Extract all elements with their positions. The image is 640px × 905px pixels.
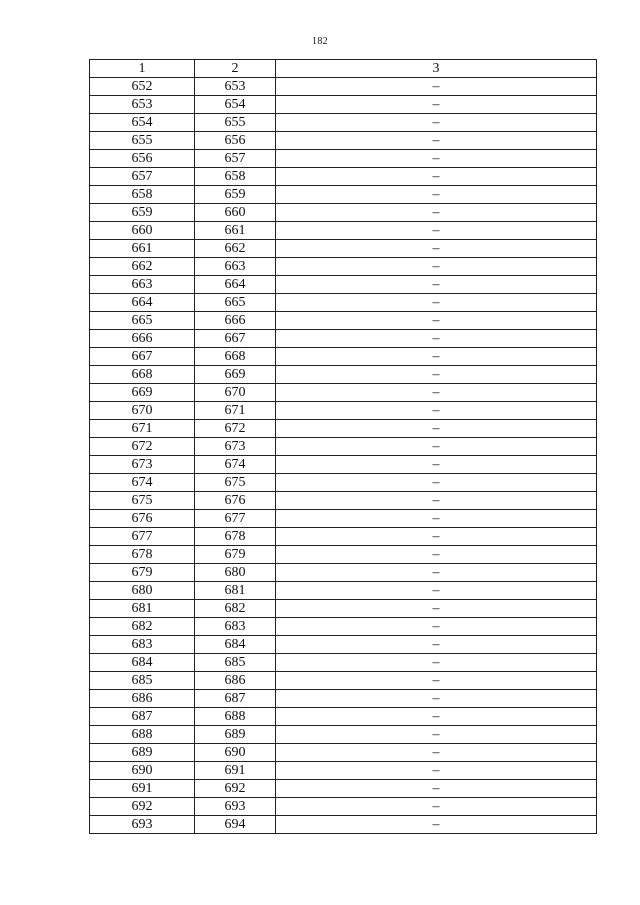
table-cell-col-1: 662 bbox=[90, 258, 195, 276]
table-cell-col-2: 656 bbox=[195, 132, 276, 150]
table-cell-col-2: 663 bbox=[195, 258, 276, 276]
table-cell-col-1: 652 bbox=[90, 78, 195, 96]
table-row bbox=[90, 294, 597, 312]
table-cell-col-1: 683 bbox=[90, 636, 195, 654]
table-cell-col-3: – bbox=[276, 708, 597, 726]
table-row bbox=[90, 798, 597, 816]
table-cell-col-3: – bbox=[276, 384, 597, 402]
table-cell-col-1: 676 bbox=[90, 510, 195, 528]
table-cell-col-3: – bbox=[276, 456, 597, 474]
table-cell-col-3: – bbox=[276, 438, 597, 456]
table-cell-col-2: 683 bbox=[195, 618, 276, 636]
table-cell-col-2: 688 bbox=[195, 708, 276, 726]
table-row bbox=[90, 600, 597, 618]
table-cell-col-2: 671 bbox=[195, 402, 276, 420]
table-cell-col-1: 692 bbox=[90, 798, 195, 816]
table-cell-col-3: – bbox=[276, 330, 597, 348]
table-cell-col-3: – bbox=[276, 600, 597, 618]
table-row bbox=[90, 618, 597, 636]
table-cell-col-1: 678 bbox=[90, 546, 195, 564]
table-row bbox=[90, 564, 597, 582]
table-row bbox=[90, 726, 597, 744]
table-cell-col-1: 654 bbox=[90, 114, 195, 132]
table-cell-col-1: 667 bbox=[90, 348, 195, 366]
table-cell-col-3: – bbox=[276, 636, 597, 654]
table-cell-col-2: 673 bbox=[195, 438, 276, 456]
table-cell-col-2: 668 bbox=[195, 348, 276, 366]
table-cell-col-1: 660 bbox=[90, 222, 195, 240]
table-cell-col-2: 665 bbox=[195, 294, 276, 312]
table-cell-col-1: 690 bbox=[90, 762, 195, 780]
table-row bbox=[90, 474, 597, 492]
table-row bbox=[90, 276, 597, 294]
table-cell-col-3: – bbox=[276, 150, 597, 168]
table-row bbox=[90, 510, 597, 528]
table-row bbox=[90, 150, 597, 168]
table-cell-col-2: 676 bbox=[195, 492, 276, 510]
table-cell-col-2: 692 bbox=[195, 780, 276, 798]
table-cell-col-2: 689 bbox=[195, 726, 276, 744]
table-cell-col-2: 680 bbox=[195, 564, 276, 582]
table-cell-col-3: – bbox=[276, 132, 597, 150]
table-cell-col-3: – bbox=[276, 798, 597, 816]
table-row bbox=[90, 240, 597, 258]
table-cell-col-2: 682 bbox=[195, 600, 276, 618]
table-cell-col-2: 694 bbox=[195, 816, 276, 834]
table-cell-col-3: – bbox=[276, 420, 597, 438]
table-cell-col-3: – bbox=[276, 294, 597, 312]
table-row bbox=[90, 222, 597, 240]
table-cell-col-1: 686 bbox=[90, 690, 195, 708]
table-cell-col-1: 666 bbox=[90, 330, 195, 348]
table-cell-col-2: 669 bbox=[195, 366, 276, 384]
table-cell-col-2: 690 bbox=[195, 744, 276, 762]
table-row bbox=[90, 168, 597, 186]
table-cell-col-1: 659 bbox=[90, 204, 195, 222]
table-cell-col-3: – bbox=[276, 780, 597, 798]
data-table bbox=[89, 59, 597, 834]
table-cell-col-3: – bbox=[276, 510, 597, 528]
table-cell-col-1: 689 bbox=[90, 744, 195, 762]
column-header-2: 2 bbox=[195, 60, 276, 78]
table-row bbox=[90, 780, 597, 798]
table-cell-col-2: 685 bbox=[195, 654, 276, 672]
page-number: 182 bbox=[312, 36, 328, 47]
table-row bbox=[90, 384, 597, 402]
table-cell-col-3: – bbox=[276, 78, 597, 96]
table-cell-col-2: 660 bbox=[195, 204, 276, 222]
table-cell-col-2: 657 bbox=[195, 150, 276, 168]
table-row bbox=[90, 456, 597, 474]
table-row bbox=[90, 528, 597, 546]
table-cell-col-3: – bbox=[276, 546, 597, 564]
table-cell-col-3: – bbox=[276, 582, 597, 600]
table-cell-col-1: 685 bbox=[90, 672, 195, 690]
table-cell-col-1: 670 bbox=[90, 402, 195, 420]
table-cell-col-1: 657 bbox=[90, 168, 195, 186]
table-cell-col-3: – bbox=[276, 564, 597, 582]
table-row bbox=[90, 186, 597, 204]
table-cell-col-3: – bbox=[276, 474, 597, 492]
table-row bbox=[90, 762, 597, 780]
table-cell-col-1: 682 bbox=[90, 618, 195, 636]
table-cell-col-3: – bbox=[276, 258, 597, 276]
table-cell-col-2: 675 bbox=[195, 474, 276, 492]
table-cell-col-3: – bbox=[276, 762, 597, 780]
table-cell-col-1: 691 bbox=[90, 780, 195, 798]
table-cell-col-1: 672 bbox=[90, 438, 195, 456]
table-row bbox=[90, 420, 597, 438]
table-cell-col-2: 653 bbox=[195, 78, 276, 96]
table-cell-col-2: 687 bbox=[195, 690, 276, 708]
table-cell-col-2: 658 bbox=[195, 168, 276, 186]
table-cell-col-2: 659 bbox=[195, 186, 276, 204]
table-cell-col-1: 681 bbox=[90, 600, 195, 618]
table-cell-col-3: – bbox=[276, 168, 597, 186]
table-row bbox=[90, 816, 597, 834]
column-header-3: 3 bbox=[276, 60, 597, 78]
table-cell-col-3: – bbox=[276, 816, 597, 834]
table-cell-col-3: – bbox=[276, 312, 597, 330]
table-cell-col-3: – bbox=[276, 348, 597, 366]
table-row bbox=[90, 330, 597, 348]
table-row bbox=[90, 258, 597, 276]
table-cell-col-1: 664 bbox=[90, 294, 195, 312]
table-cell-col-3: – bbox=[276, 114, 597, 132]
table-cell-col-2: 655 bbox=[195, 114, 276, 132]
table-cell-col-2: 674 bbox=[195, 456, 276, 474]
table-cell-col-2: 686 bbox=[195, 672, 276, 690]
table-cell-col-1: 684 bbox=[90, 654, 195, 672]
table-row bbox=[90, 78, 597, 96]
table-cell-col-3: – bbox=[276, 240, 597, 258]
table-cell-col-2: 681 bbox=[195, 582, 276, 600]
table-row bbox=[90, 114, 597, 132]
table-cell-col-2: 693 bbox=[195, 798, 276, 816]
table-cell-col-1: 663 bbox=[90, 276, 195, 294]
table-cell-col-1: 674 bbox=[90, 474, 195, 492]
table-cell-col-1: 688 bbox=[90, 726, 195, 744]
table-cell-col-3: – bbox=[276, 222, 597, 240]
table-cell-col-2: 679 bbox=[195, 546, 276, 564]
table-cell-col-1: 665 bbox=[90, 312, 195, 330]
table-row bbox=[90, 744, 597, 762]
table-row bbox=[90, 96, 597, 114]
table-row bbox=[90, 312, 597, 330]
table-header bbox=[90, 60, 597, 78]
header-row bbox=[90, 60, 597, 78]
table-cell-col-3: – bbox=[276, 726, 597, 744]
table-row bbox=[90, 366, 597, 384]
table-row bbox=[90, 636, 597, 654]
table-cell-col-1: 671 bbox=[90, 420, 195, 438]
table-cell-col-3: – bbox=[276, 96, 597, 114]
table-row bbox=[90, 132, 597, 150]
table-row bbox=[90, 402, 597, 420]
table-cell-col-3: – bbox=[276, 276, 597, 294]
table-cell-col-1: 658 bbox=[90, 186, 195, 204]
table-cell-col-3: – bbox=[276, 690, 597, 708]
table-row bbox=[90, 492, 597, 510]
table-row bbox=[90, 690, 597, 708]
table-row bbox=[90, 672, 597, 690]
table-cell-col-1: 656 bbox=[90, 150, 195, 168]
table-cell-col-2: 661 bbox=[195, 222, 276, 240]
column-header-1: 1 bbox=[90, 60, 195, 78]
table-cell-col-3: – bbox=[276, 618, 597, 636]
table-cell-col-1: 668 bbox=[90, 366, 195, 384]
table-row bbox=[90, 204, 597, 222]
table-cell-col-1: 653 bbox=[90, 96, 195, 114]
table-cell-col-1: 669 bbox=[90, 384, 195, 402]
table-cell-col-2: 672 bbox=[195, 420, 276, 438]
table-cell-col-1: 693 bbox=[90, 816, 195, 834]
table-cell-col-3: – bbox=[276, 744, 597, 762]
table-cell-col-1: 679 bbox=[90, 564, 195, 582]
table-cell-col-3: – bbox=[276, 672, 597, 690]
table-row bbox=[90, 654, 597, 672]
table-cell-col-3: – bbox=[276, 402, 597, 420]
table-body bbox=[90, 78, 597, 834]
table-cell-col-2: 664 bbox=[195, 276, 276, 294]
table-cell-col-1: 680 bbox=[90, 582, 195, 600]
table-cell-col-2: 662 bbox=[195, 240, 276, 258]
table-cell-col-2: 691 bbox=[195, 762, 276, 780]
table-row bbox=[90, 348, 597, 366]
table-cell-col-3: – bbox=[276, 528, 597, 546]
table-cell-col-1: 677 bbox=[90, 528, 195, 546]
table-cell-col-1: 687 bbox=[90, 708, 195, 726]
table-row bbox=[90, 546, 597, 564]
table-cell-col-2: 678 bbox=[195, 528, 276, 546]
table-cell-col-2: 684 bbox=[195, 636, 276, 654]
table-cell-col-2: 670 bbox=[195, 384, 276, 402]
table-cell-col-3: – bbox=[276, 204, 597, 222]
table-cell-col-3: – bbox=[276, 366, 597, 384]
table-row bbox=[90, 582, 597, 600]
table-cell-col-3: – bbox=[276, 492, 597, 510]
table-cell-col-1: 655 bbox=[90, 132, 195, 150]
table-cell-col-2: 666 bbox=[195, 312, 276, 330]
table-row bbox=[90, 438, 597, 456]
table-cell-col-2: 654 bbox=[195, 96, 276, 114]
table-cell-col-1: 675 bbox=[90, 492, 195, 510]
table-cell-col-1: 673 bbox=[90, 456, 195, 474]
table-cell-col-2: 667 bbox=[195, 330, 276, 348]
table-cell-col-1: 661 bbox=[90, 240, 195, 258]
table-cell-col-2: 677 bbox=[195, 510, 276, 528]
table-row bbox=[90, 708, 597, 726]
table-cell-col-3: – bbox=[276, 186, 597, 204]
table-cell-col-3: – bbox=[276, 654, 597, 672]
